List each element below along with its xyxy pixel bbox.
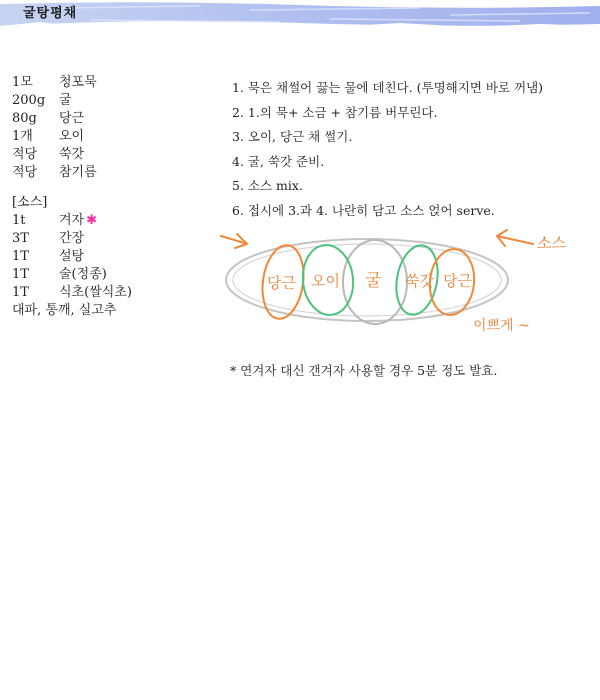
sauce-heading: [소스] <box>12 195 48 210</box>
label-carrot-left: 당근 <box>267 274 296 292</box>
sauce-row <box>12 248 212 266</box>
sauce-row <box>12 230 212 248</box>
sauce-name: 술(정종) <box>59 267 107 282</box>
step-item: 2. 1.의 묵+ 소금 + 참기름 버무린다. <box>232 104 438 120</box>
step-item: 6. 접시에 3.과 4. 나란히 담고 소스 얹어 serve. <box>232 202 495 218</box>
ingredient-qty: 적당 <box>12 147 38 162</box>
ingredient-row <box>12 110 212 128</box>
sauce-name: 겨자 <box>59 213 85 228</box>
ingredient-name: 굴 <box>59 93 72 108</box>
sauce-name: 간장 <box>59 231 85 246</box>
ingredient-qty: 80g <box>12 111 37 126</box>
page-title: 굴탕평채 <box>23 6 78 21</box>
step-list <box>232 76 600 223</box>
brush-stroke-background <box>0 0 600 30</box>
footnote: * 연겨자 대신 갠겨자 사용할 경우 5분 정도 발효. <box>230 363 498 378</box>
sauce-qty: 1T <box>12 249 29 264</box>
ingredient-row <box>12 92 212 110</box>
garnish-line: 대파, 통깨, 실고추 <box>12 303 117 318</box>
sauce-qty: 1T <box>12 267 29 282</box>
label-crown-daisy: 쑥갓 <box>405 272 434 290</box>
ingredient-qty: 적당 <box>12 165 38 180</box>
ingredient-qty: 1개 <box>12 129 33 144</box>
label-pretty: 이쁘게 ~ <box>473 318 530 334</box>
step-item: 5. 소스 mix. <box>232 178 303 193</box>
sauce-row <box>12 212 212 230</box>
asterisk-icon: ✱ <box>86 213 98 228</box>
ingredient-row <box>12 128 212 146</box>
sauce-name: 설탕 <box>59 249 85 264</box>
title-bar <box>0 0 600 30</box>
step-item: 3. 오이, 당근 채 썰기. <box>232 129 353 144</box>
ingredient-row <box>12 164 212 182</box>
label-cucumber: 오이 <box>311 272 340 290</box>
sauce-qty: 1T <box>12 285 29 300</box>
label-oyster: 굴 <box>365 271 382 291</box>
label-sauce: 소스 <box>537 234 566 252</box>
step-item: 4. 굴, 쑥갓 준비. <box>232 153 325 169</box>
sauce-name: 식초(쌀식초) <box>59 285 132 300</box>
ingredient-qty: 200g <box>12 93 46 108</box>
ingredient-name: 쑥갓 <box>59 147 85 162</box>
step-item: 1. 묵은 채썰어 끓는 물에 데친다. (투명해지면 바로 꺼냄) <box>232 80 544 95</box>
ingredient-qty: 1모 <box>12 75 33 90</box>
sauce-qty: 3T <box>12 231 29 246</box>
label-carrot-right: 당근 <box>443 272 472 290</box>
sauce-qty: 1t <box>12 213 26 228</box>
ingredient-name: 오이 <box>59 129 85 144</box>
ingredient-name: 청포묵 <box>59 75 97 90</box>
sauce-row <box>12 266 212 284</box>
ingredient-row <box>12 146 212 164</box>
ingredient-row <box>12 74 212 92</box>
ingredient-name: 참기름 <box>59 165 97 180</box>
plating-sketch <box>215 222 595 342</box>
ingredient-list <box>12 74 212 320</box>
ingredient-name: 당근 <box>59 111 85 126</box>
sauce-row <box>12 284 212 302</box>
